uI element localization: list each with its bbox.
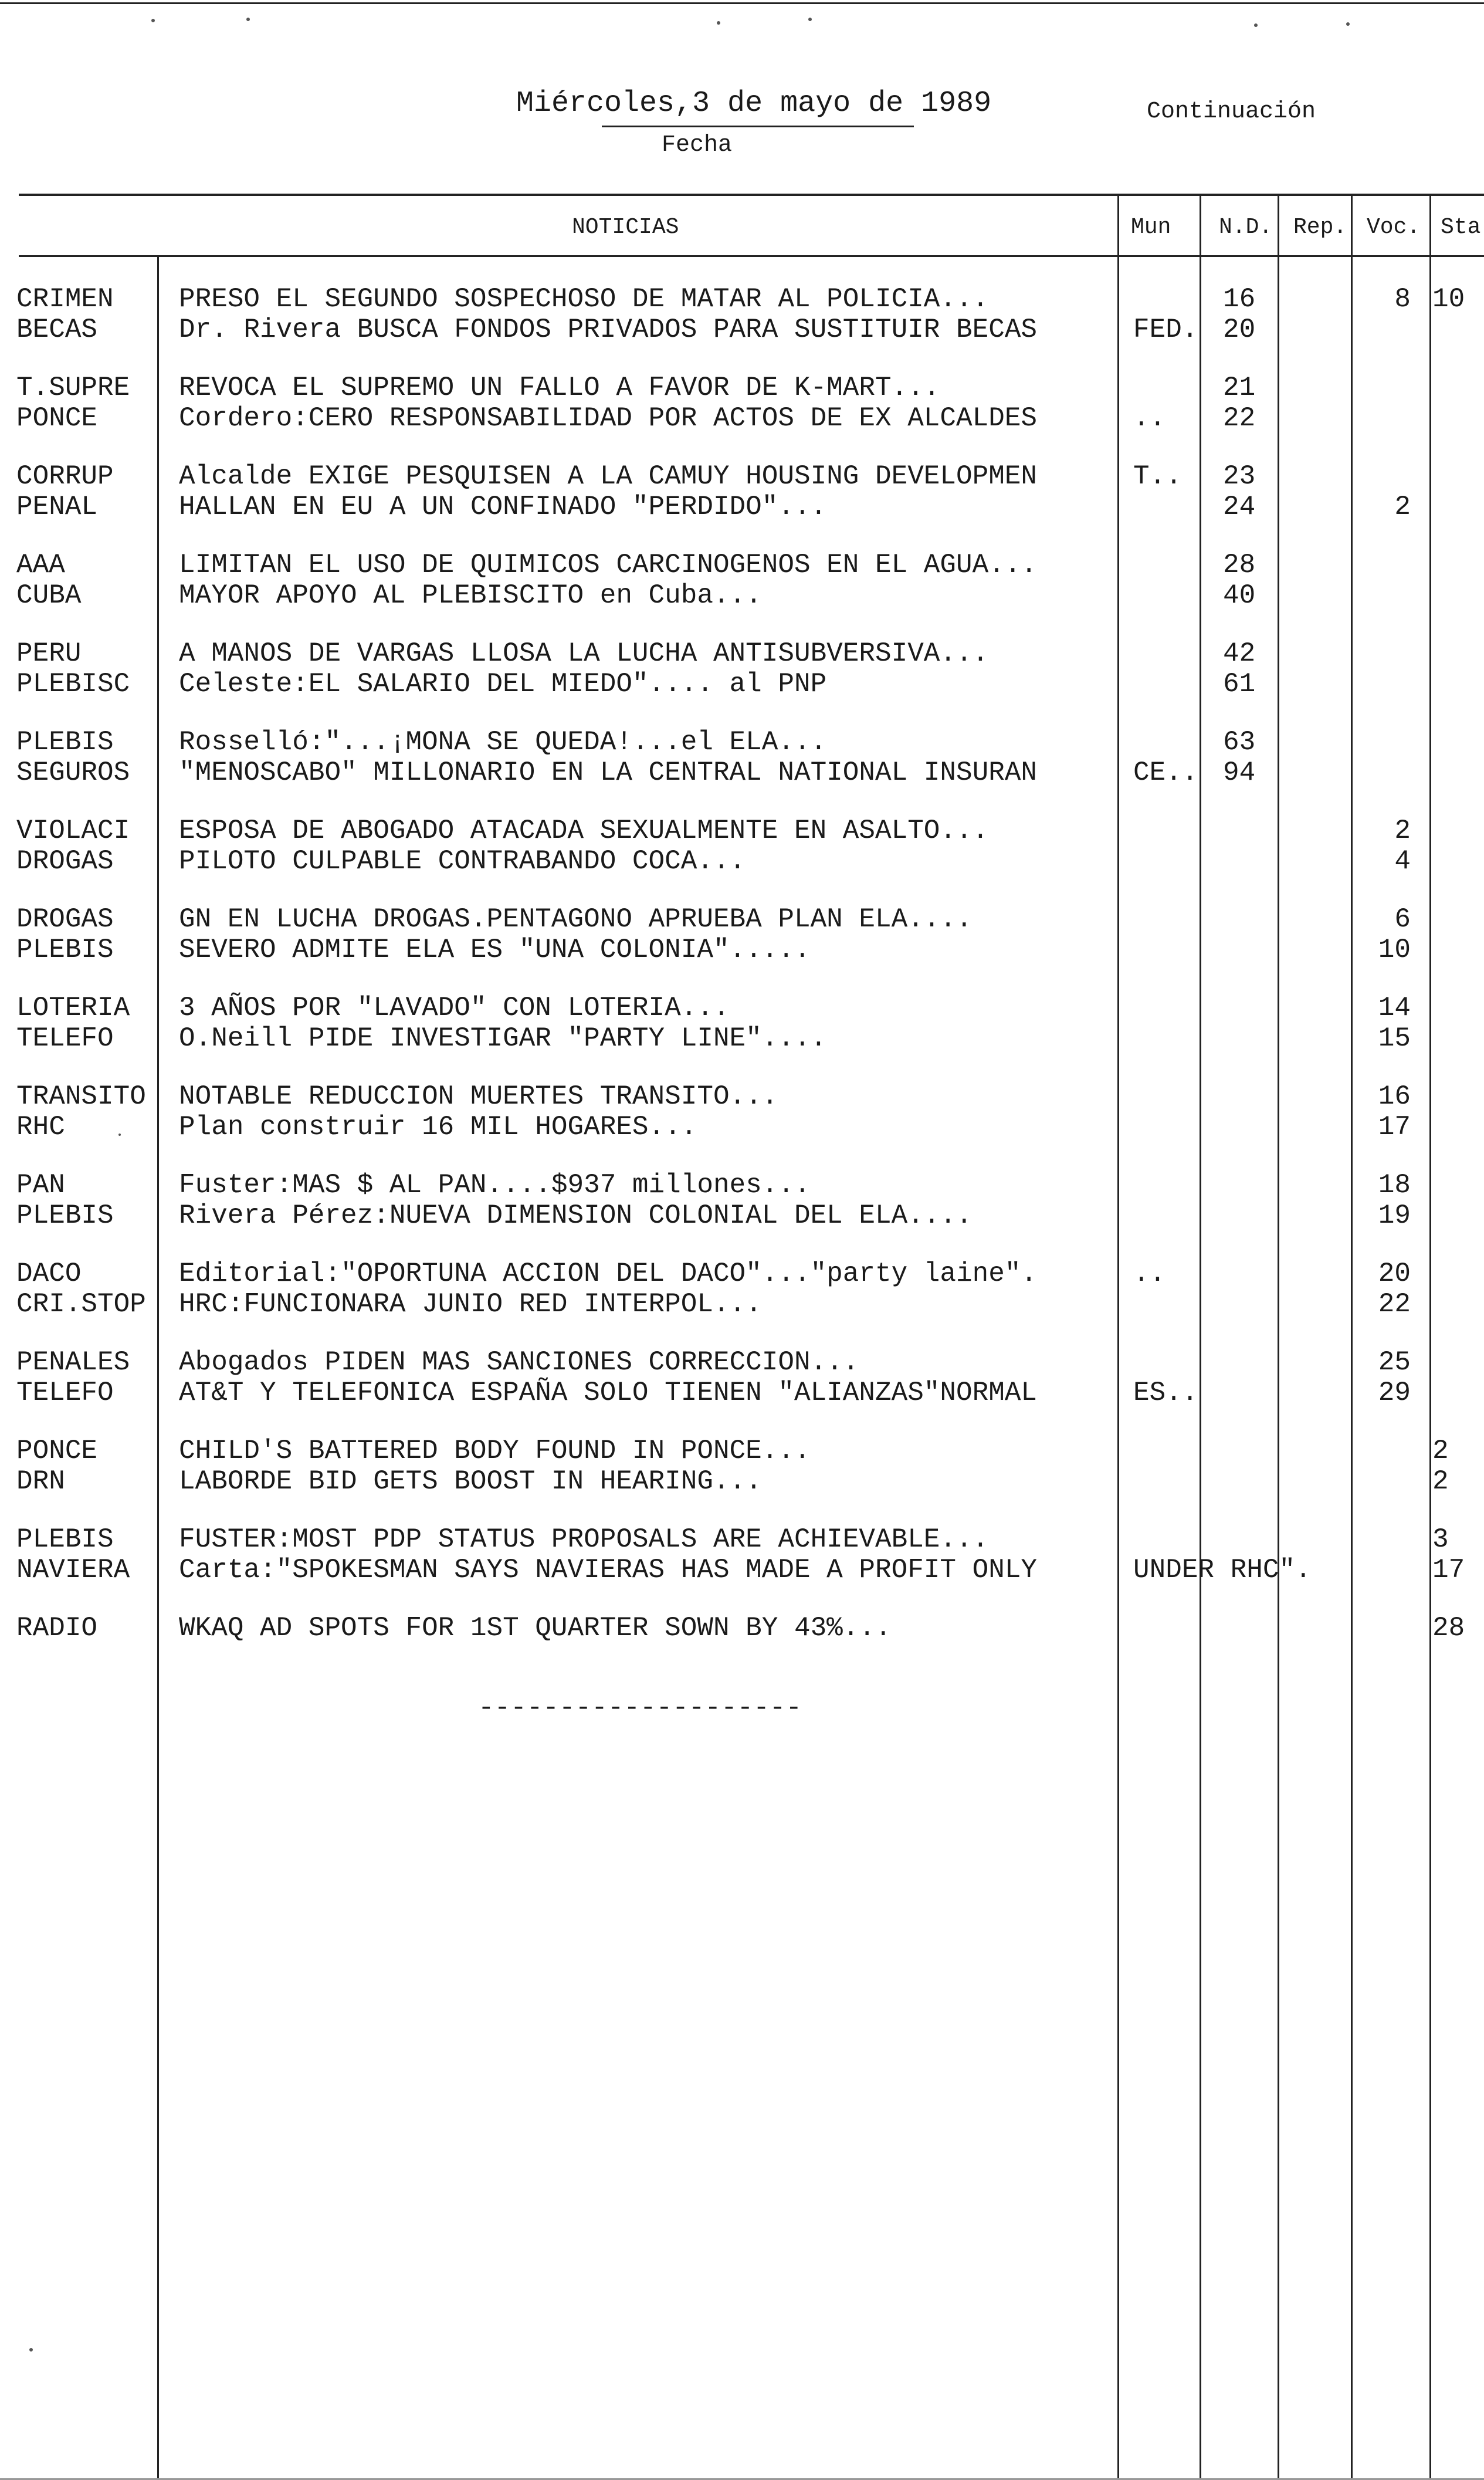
row-section: TELEFO (16, 1378, 114, 1408)
speck (808, 18, 812, 21)
row-voc: 14 (1378, 993, 1411, 1023)
speck (1346, 22, 1350, 26)
news-row (0, 757, 1484, 789)
row-sta: 17 (1432, 1555, 1465, 1585)
column-divider-nd (1200, 194, 1201, 2480)
row-nd: 21 (1223, 373, 1256, 403)
row-headline: NOTABLE REDUCCION MUERTES TRANSITO... (179, 1081, 778, 1112)
row-mun: .. (1133, 1258, 1166, 1289)
row-voc: 2 (1394, 492, 1411, 522)
row-headline: ESPOSA DE ABOGADO ATACADA SEXUALMENTE EN ASALTO... (179, 816, 989, 846)
row-voc: 6 (1394, 904, 1411, 935)
row-headline: Celeste:EL SALARIO DEL MIEDO".... al PNP (179, 669, 827, 699)
row-headline: O.Neill PIDE INVESTIGAR "PARTY LINE".... (179, 1023, 827, 1054)
row-headline: Abogados PIDEN MAS SANCIONES CORRECCION... (179, 1347, 859, 1378)
row-headline: Carta:"SPOKESMAN SAYS NAVIERAS HAS MADE A PROFIT ONLY (179, 1555, 1038, 1585)
row-headline: REVOCA EL SUPREMO UN FALLO A FAVOR DE K-MART... (179, 373, 940, 403)
news-row (0, 934, 1484, 966)
row-section: TELEFO (16, 1023, 114, 1054)
row-voc: 10 (1378, 935, 1411, 965)
news-row (0, 904, 1484, 935)
row-sta: 2 (1432, 1436, 1449, 1466)
row-section: PAN (16, 1170, 65, 1200)
news-row (0, 580, 1484, 611)
row-voc: 20 (1378, 1258, 1411, 1289)
row-headline: LABORDE BID GETS BOOST IN HEARING... (179, 1466, 762, 1497)
row-headline: PRESO EL SEGUNDO SOSPECHOSO DE MATAR AL POLICIA... (179, 284, 989, 314)
row-voc: 8 (1394, 284, 1411, 314)
column-divider-rep (1278, 194, 1279, 2480)
row-headline: HRC:FUNCIONARA JUNIO RED INTERPOL... (179, 1289, 762, 1319)
row-section: RHC (16, 1112, 65, 1142)
column-header-rep: Rep. (1293, 215, 1347, 240)
news-row (0, 372, 1484, 404)
row-section: CRI.STOP (16, 1289, 146, 1319)
news-row (0, 1081, 1484, 1112)
row-voc: 16 (1378, 1081, 1411, 1112)
row-section: BECAS (16, 314, 98, 345)
row-headline: LIMITAN EL USO DE QUIMICOS CARCINOGENOS EN EL AGUA... (179, 550, 1038, 580)
speck (29, 2348, 33, 2352)
row-section: PLEBIS (16, 935, 114, 965)
row-section: PLEBISC (16, 669, 130, 699)
continuation-label: Continuación (1147, 99, 1316, 125)
news-row (0, 1612, 1484, 1644)
news-row (0, 461, 1484, 492)
row-section: DROGAS (16, 846, 114, 877)
row-voc: 25 (1378, 1347, 1411, 1378)
row-section: LOTERIA (16, 993, 130, 1023)
row-nd: 61 (1223, 669, 1256, 699)
row-section: PONCE (16, 1436, 98, 1466)
row-mun: .. (1133, 403, 1166, 434)
column-divider-sta (1429, 194, 1431, 2480)
row-headline: Rivera Pérez:NUEVA DIMENSION COLONIAL DEL ELA.... (179, 1200, 973, 1231)
row-section: PLEBIS (16, 727, 114, 757)
column-header-sta: Sta (1441, 215, 1481, 240)
news-row (0, 1200, 1484, 1231)
news-row (0, 1377, 1484, 1409)
column-header-nd: N.D. (1219, 215, 1273, 240)
row-section: PLEBIS (16, 1524, 114, 1555)
table-top-rule (19, 194, 1484, 196)
row-section: AAA (16, 550, 65, 580)
news-row (0, 668, 1484, 700)
row-section: RADIO (16, 1613, 98, 1643)
row-section: DACO (16, 1258, 82, 1289)
row-headline: FUSTER:MOST PDP STATUS PROPOSALS ARE ACHIEVABLE... (179, 1524, 989, 1555)
news-row (0, 638, 1484, 669)
row-headline: Rosselló:"...¡MONA SE QUEDA!...el ELA... (179, 727, 827, 757)
row-headline: HALLAN EN EU A UN CONFINADO "PERDIDO"... (179, 492, 827, 522)
row-headline: GN EN LUCHA DROGAS.PENTAGONO APRUEBA PLAN ELA.... (179, 904, 973, 935)
row-headline: PILOTO CULPABLE CONTRABANDO COCA... (179, 846, 746, 877)
news-row (0, 1524, 1484, 1555)
news-row (0, 1169, 1484, 1201)
date-caption: Fecha (662, 132, 733, 158)
row-sta: 28 (1432, 1613, 1465, 1643)
row-section: PENALES (16, 1347, 130, 1378)
row-sta: 2 (1432, 1466, 1449, 1497)
row-headline: "MENOSCABO" MILLONARIO EN LA CENTRAL NATIONAL INSURAN (179, 757, 1038, 788)
news-row (0, 726, 1484, 758)
news-row (0, 845, 1484, 877)
row-mun: ES.. (1133, 1378, 1198, 1408)
row-voc: 15 (1378, 1023, 1411, 1054)
row-section: T.SUPRE (16, 373, 130, 403)
row-voc: 17 (1378, 1112, 1411, 1142)
news-row (0, 1111, 1484, 1143)
row-headline: Fuster:MAS $ AL PAN....$937 millones... (179, 1170, 811, 1200)
row-voc: 29 (1378, 1378, 1411, 1408)
column-header-voc: Voc. (1367, 215, 1421, 240)
news-row (0, 815, 1484, 847)
news-row (0, 314, 1484, 346)
row-section: PLEBIS (16, 1200, 114, 1231)
row-mun: CE.. (1133, 757, 1198, 788)
row-nd: 28 (1223, 550, 1256, 580)
row-headline: A MANOS DE VARGAS LLOSA LA LUCHA ANTISUBVERSIVA... (179, 638, 989, 669)
row-section: PONCE (16, 403, 98, 434)
news-row (0, 283, 1484, 315)
row-nd: 24 (1223, 492, 1256, 522)
row-voc: 18 (1378, 1170, 1411, 1200)
row-nd: 63 (1223, 727, 1256, 757)
row-section: DROGAS (16, 904, 114, 935)
row-nd: 40 (1223, 580, 1256, 611)
row-section: DRN (16, 1466, 65, 1497)
row-section: TRANSITO (16, 1081, 146, 1112)
top-edge-rule (0, 2, 1484, 4)
row-headline: Cordero:CERO RESPONSABILIDAD POR ACTOS DE EX ALCALDES (179, 403, 1038, 434)
date-underline (602, 126, 914, 127)
row-headline: Alcalde EXIGE PESQUISEN A LA CAMUY HOUSING DEVELOPMEN (179, 461, 1038, 492)
row-headline: CHILD'S BATTERED BODY FOUND IN PONCE... (179, 1436, 811, 1466)
table-header-rule (19, 255, 1484, 257)
row-nd: 20 (1223, 314, 1256, 345)
row-voc: 4 (1394, 846, 1411, 877)
column-header-noticias: NOTICIAS (572, 215, 679, 240)
news-row (0, 402, 1484, 434)
row-nd: 22 (1223, 403, 1256, 434)
speck (246, 18, 250, 21)
row-section: SEGUROS (16, 757, 130, 788)
news-row (0, 549, 1484, 581)
row-nd: 23 (1223, 461, 1256, 492)
news-row (0, 1346, 1484, 1378)
row-nd: 16 (1223, 284, 1256, 314)
row-mun: T.. (1133, 461, 1182, 492)
row-section: PENAL (16, 492, 98, 522)
news-row (0, 1023, 1484, 1054)
row-section: PERU (16, 638, 82, 669)
row-mun: FED. (1133, 314, 1198, 345)
row-headline: MAYOR APOYO AL PLEBISCITO en Cuba... (179, 580, 762, 611)
news-row (0, 1466, 1484, 1497)
news-row (0, 992, 1484, 1024)
row-section: NAVIERA (16, 1555, 130, 1585)
row-sta: 3 (1432, 1524, 1449, 1555)
row-headline: Plan construir 16 MIL HOGARES... (179, 1112, 697, 1142)
news-row (0, 1554, 1484, 1586)
column-divider-mun (1117, 194, 1119, 2480)
speck (1254, 23, 1258, 27)
row-voc: 2 (1394, 816, 1411, 846)
news-row (0, 491, 1484, 523)
row-headline: 3 AÑOS POR "LAVADO" CON LOTERIA... (179, 993, 730, 1023)
row-nd: 42 (1223, 638, 1256, 669)
row-mun: UNDER RHC". (1133, 1555, 1312, 1585)
row-headline: SEVERO ADMITE ELA ES "UNA COLONIA"..... (179, 935, 811, 965)
speck (717, 21, 720, 25)
row-sta: 10 (1432, 284, 1465, 314)
news-row (0, 1435, 1484, 1467)
row-section: VIOLACI (16, 816, 130, 846)
news-row (0, 1288, 1484, 1320)
row-voc: 22 (1378, 1289, 1411, 1319)
document-date: Miércoles,3 de mayo de 1989 (516, 87, 992, 120)
row-nd: 94 (1223, 757, 1256, 788)
row-headline: WKAQ AD SPOTS FOR 1ST QUARTER SOWN BY 43%... (179, 1613, 892, 1643)
row-voc: 19 (1378, 1200, 1411, 1231)
closing-line: -------------------- (478, 1693, 802, 1723)
speck (151, 19, 155, 22)
column-header-mun: Mun (1131, 215, 1171, 240)
row-section: CUBA (16, 580, 82, 611)
row-headline: AT&T Y TELEFONICA ESPAÑA SOLO TIENEN "ALIANZAS"NORMAL (179, 1378, 1038, 1408)
row-section: CRIMEN (16, 284, 114, 314)
row-headline: Editorial:"OPORTUNA ACCION DEL DACO"..."party laine". (179, 1258, 1038, 1289)
news-row (0, 1258, 1484, 1290)
row-headline: Dr. Rivera BUSCA FONDOS PRIVADOS PARA SUSTITUIR BECAS (179, 314, 1038, 345)
column-divider-voc (1351, 194, 1353, 2480)
row-section: CORRUP (16, 461, 114, 492)
